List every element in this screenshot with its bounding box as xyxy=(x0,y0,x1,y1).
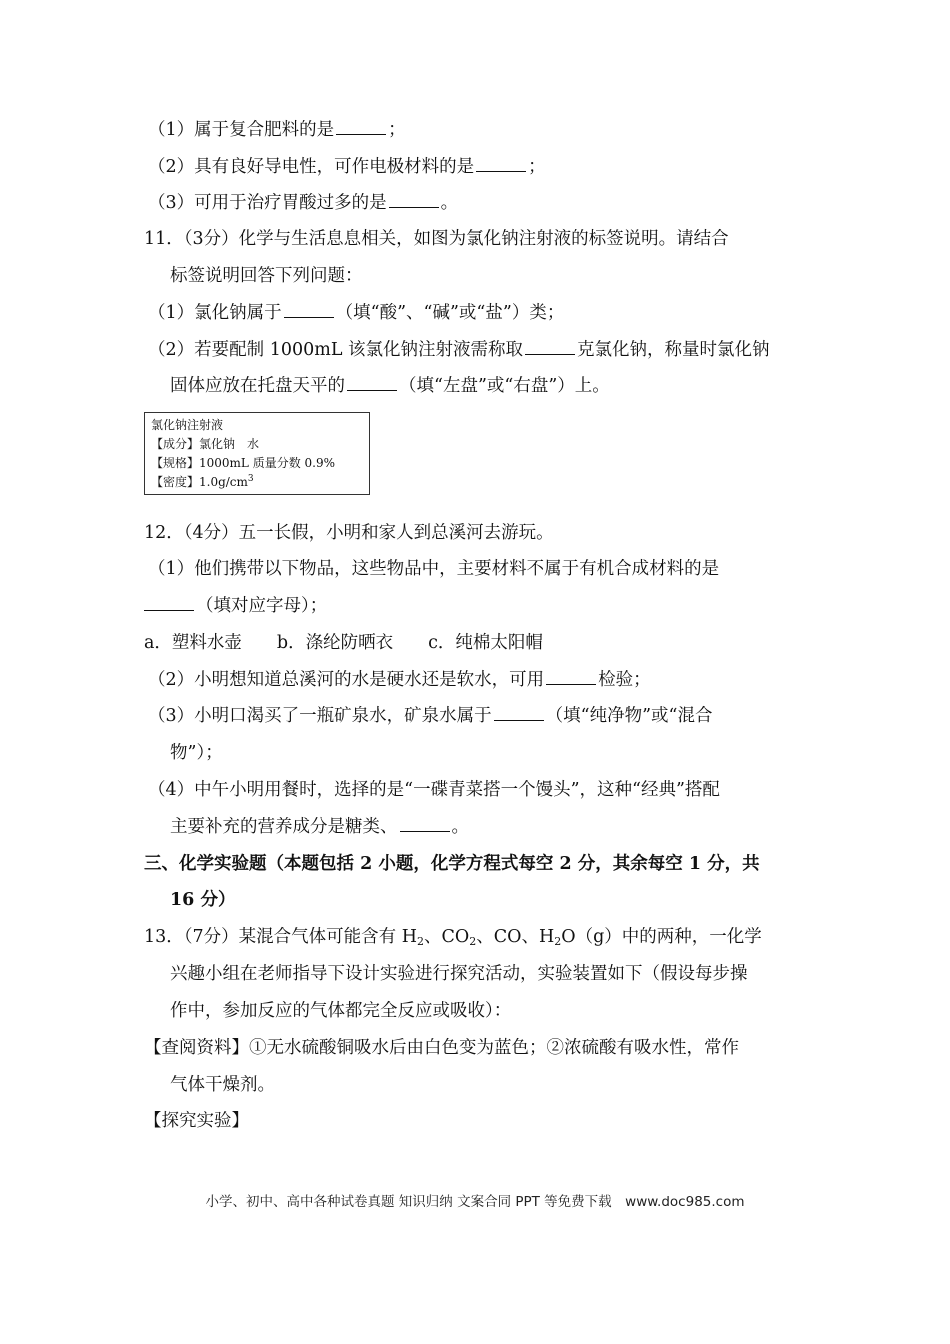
section-heading: 三、化学实验题（本题包括 2 小题，化学方程式每空 2 分，其余每空 1 分，共 xyxy=(144,854,760,874)
q12-item-4-cont: 主要补充的营养成分是糖类、 。 xyxy=(170,817,469,837)
label-title: 氯化钠注射液 xyxy=(151,418,224,432)
answer-blank xyxy=(476,155,526,172)
q11-item-2: （2）若要配制 1000mL 该氯化钠注射液需称取 克氯化钠，称量时氯化钠 xyxy=(148,340,770,360)
q13-reference: 【查阅资料】①无水硫酸铜吸水后由白色变为蓝色；②浓硫酸有吸水性，常作 xyxy=(144,1038,739,1058)
answer-blank xyxy=(546,668,596,685)
q13-reference-cont: 气体干燥剂。 xyxy=(170,1075,275,1095)
q12-item-3: （3）小明口渴买了一瓶矿泉水，矿泉水属于 （填“纯净物”或“混合 xyxy=(148,706,713,726)
answer-blank xyxy=(525,338,575,355)
answer-blank xyxy=(347,374,397,391)
q10-item-1: （1）属于复合肥料的是 ； xyxy=(148,120,406,140)
answer-blank xyxy=(494,704,544,721)
q13-explore-heading: 【探究实验】 xyxy=(144,1111,249,1131)
q11-heading: 11．（3分）化学与生活息息相关，如图为氯化钠注射液的标签说明。请结合 xyxy=(144,229,729,249)
q10-item-2: （2）具有良好导电性，可作电极材料的是 ； xyxy=(148,157,546,177)
answer-blank xyxy=(144,594,194,611)
q10-item-3: （3）可用于治疗胃酸过多的是 。 xyxy=(148,193,459,213)
q11-heading-cont: 标签说明回答下列问题： xyxy=(170,266,363,286)
q12-item-1: （1）他们携带以下物品，这些物品中，主要材料不属于有机合成材料的是 xyxy=(148,559,720,579)
label-density: 【密度】$1.0g/cm^3$ xyxy=(151,474,254,489)
answer-blank xyxy=(284,301,334,318)
answer-blank xyxy=(389,191,439,208)
q12-options: a．塑料水壶 b．涤纶防晒衣 c．纯棉太阳帽 xyxy=(144,633,543,653)
answer-blank xyxy=(400,815,450,832)
label-spec: 【规格】1000mL 质量分数 0.9% xyxy=(151,456,336,470)
q13-line-3: 作中，参加反应的气体都完全反应或吸收）： xyxy=(170,1001,512,1021)
q12-heading: 12．（4分）五一长假，小明和家人到总溪河去游玩。 xyxy=(144,523,554,543)
q12-item-2: （2）小明想知道总溪河的水是硬水还是软水，可用 检验； xyxy=(148,670,651,690)
label-ingredients: 【成分】氯化钠 水 xyxy=(151,437,260,451)
q13-heading: 13．（7分）某混合气体可能含有 $H_2$、$CO_2$、CO、$H_2O(g)$中的两种，一化学 xyxy=(144,927,762,948)
saline-label xyxy=(144,412,370,495)
answer-blank xyxy=(336,118,386,135)
q12-item-4: （4）中午小明用餐时，选择的是“一碟青菜搭一个馒头”，这种“经典”搭配 xyxy=(148,780,720,800)
q11-item-1: （1）氯化钠属于 （填“酸”、“碱”或“盐”）类； xyxy=(148,303,565,323)
page-footer: 小学、初中、高中各种试卷真题 知识归纳 文案合同 PPT 等免费下载 www.doc985.com xyxy=(205,1194,745,1210)
section-heading-cont: 16 分） xyxy=(170,890,236,910)
q12-item-3-cont: 物”）； xyxy=(170,743,223,763)
q13-line-2: 兴趣小组在老师指导下设计实验进行探究活动，实验装置如下（假设每步操 xyxy=(170,964,748,984)
q12-item-1-cont: （填对应字母）； xyxy=(144,594,327,618)
q11-item-2-cont: 固体应放在托盘天平的 （填“左盘”或“右盘”）上。 xyxy=(170,376,610,396)
